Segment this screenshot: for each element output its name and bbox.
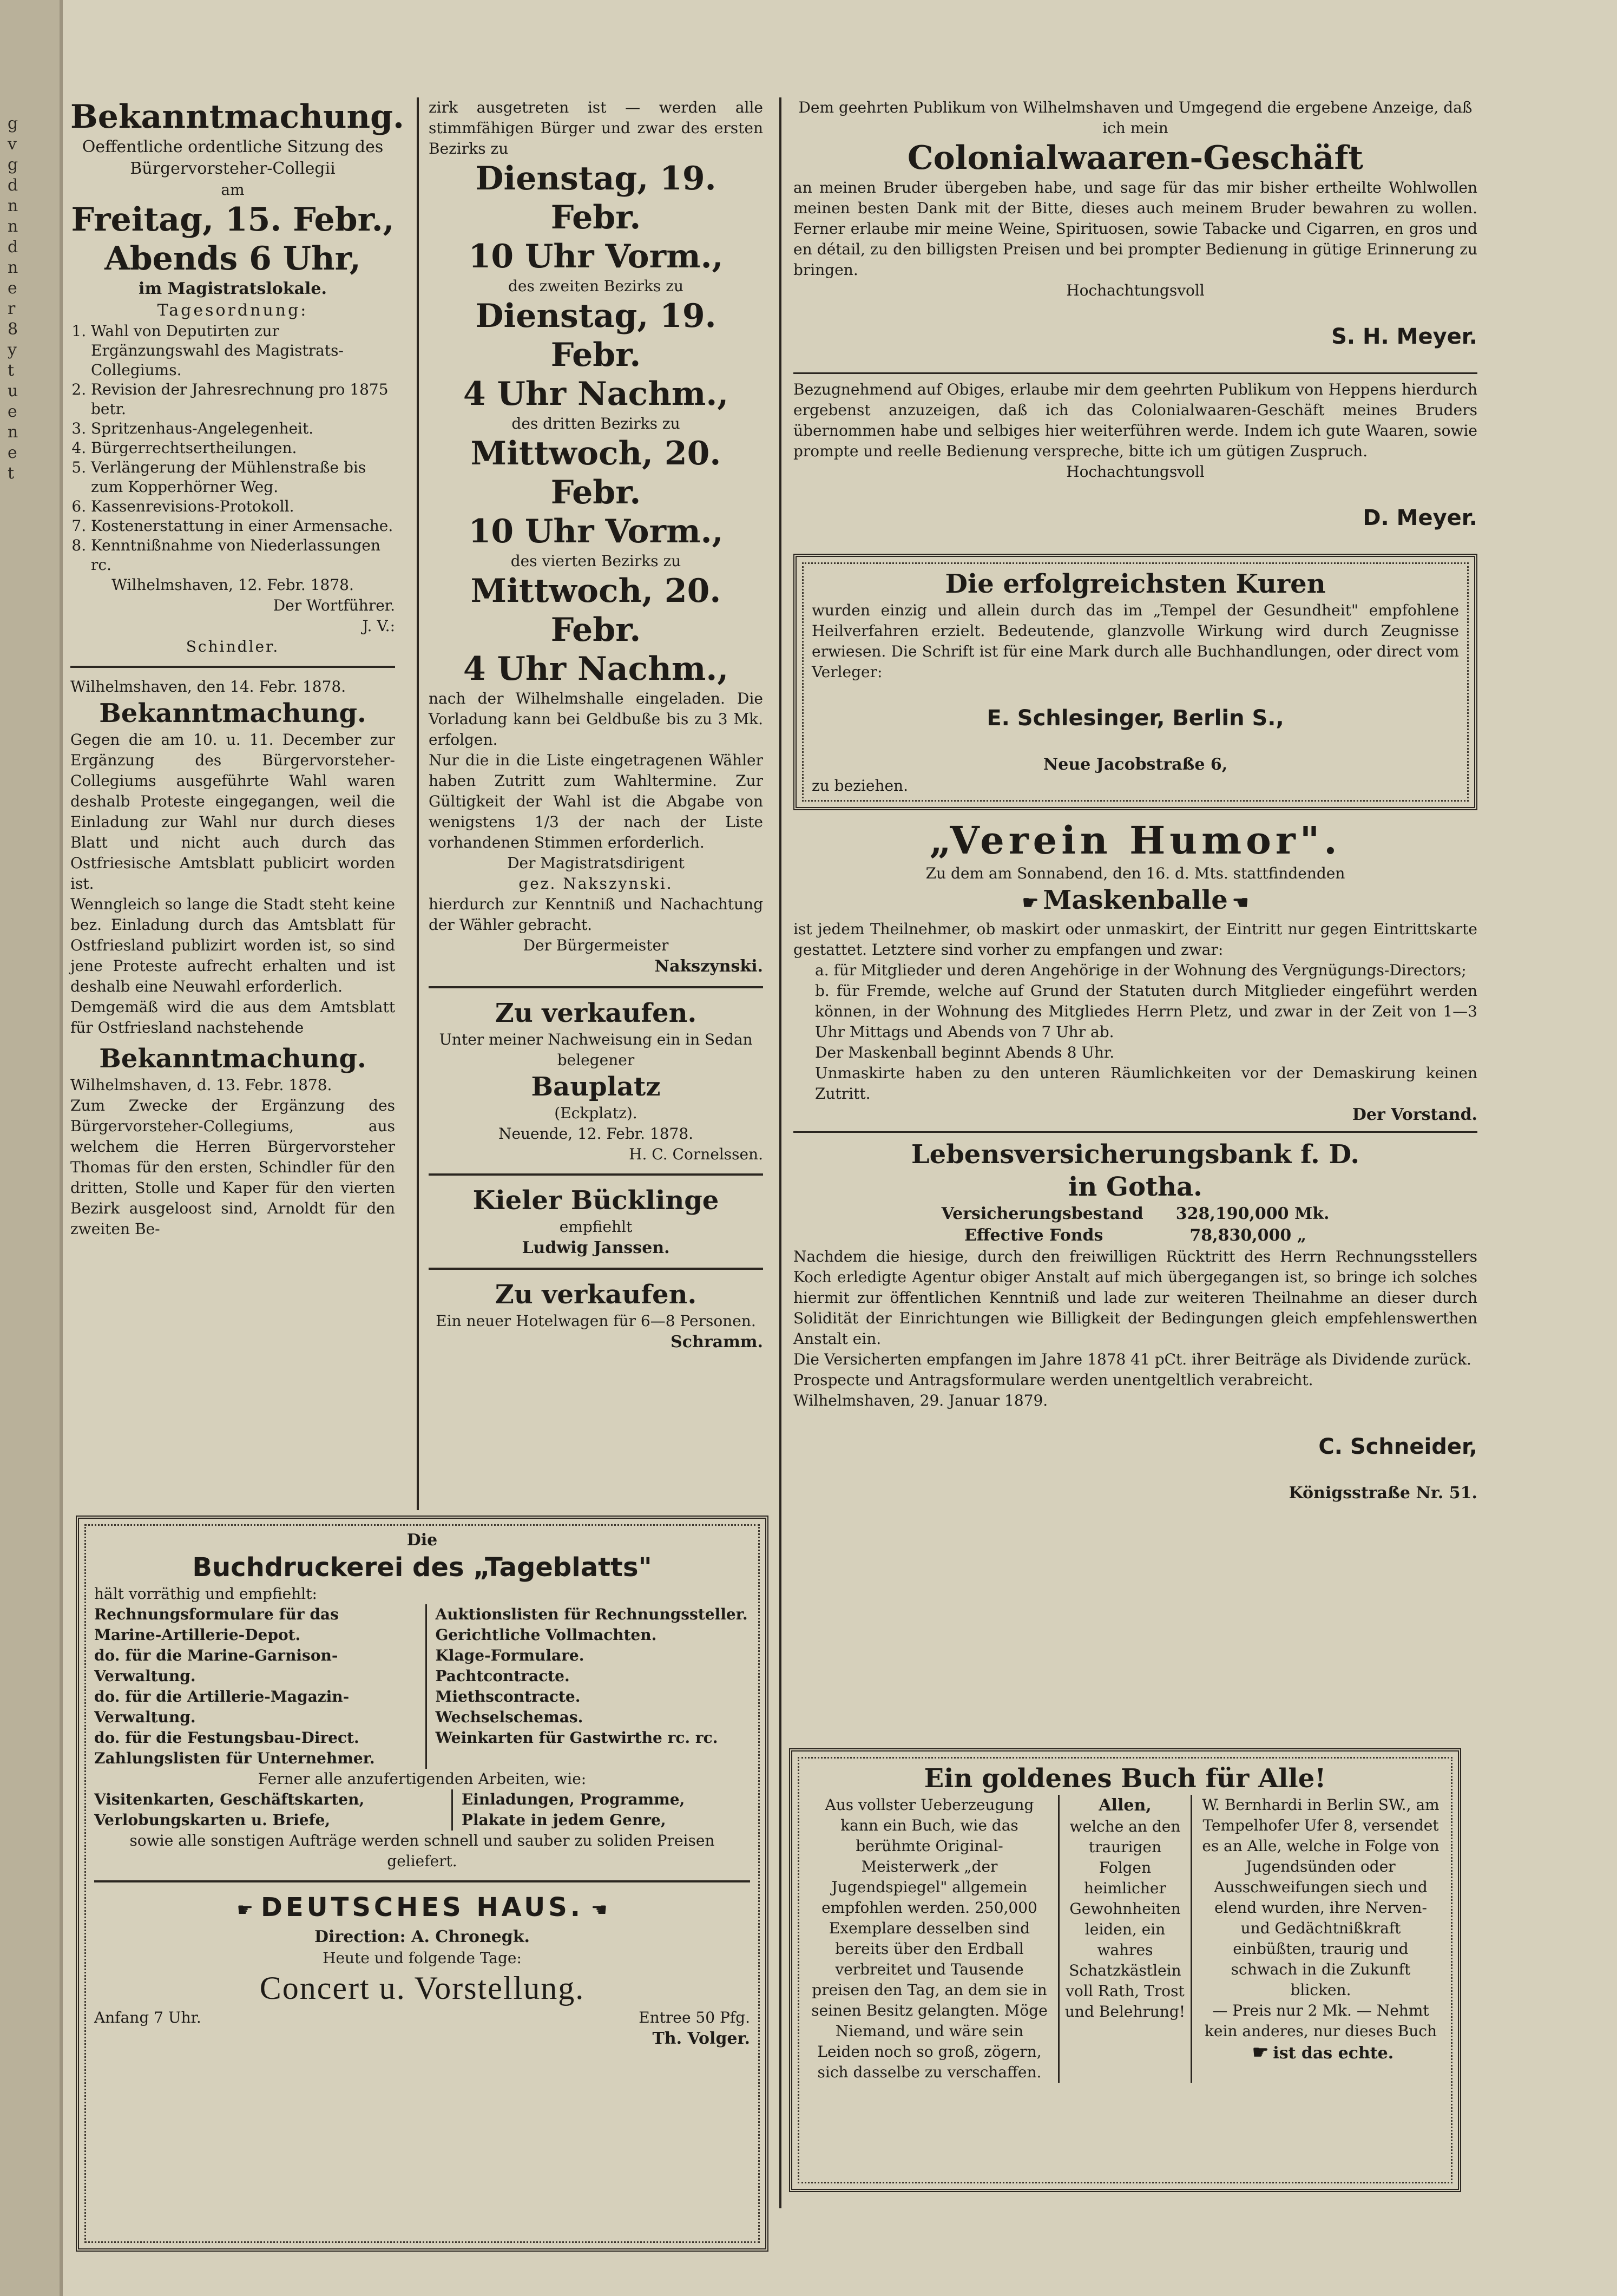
golden-right: W. Bernhardi in Berlin SW., am Tempelhofer Ufer 8, versendet es an Alle, welche in Folge von Jugendsünden oder Ausschweifungen siech und elend wurden, ihre Nerven- und Gedächtnißkraft einbüßten, traurig und schwach in die Zukunft blicken. <box>1202 1796 1439 1999</box>
election-paragraph: hierdurch zur Kenntniß und Nachachtung der Wähler gebracht. <box>429 895 763 934</box>
agenda-label: Tagesordnung: <box>157 301 308 320</box>
session-time: Abends 6 Uhr, <box>104 240 361 278</box>
haus-start: Anfang 7 Uhr. <box>94 2009 201 2026</box>
notice-paragraph: Demgemäß wird die aus dem Amtsblatt für Ostfriesland nachstehende <box>70 998 395 1037</box>
pointing-hand-icon: ☛ <box>236 1899 257 1921</box>
ad-place: in Gotha. <box>1068 1172 1202 1202</box>
print-item: do. für die Marine-Garnison-Verwaltung. <box>94 1646 338 1685</box>
print-tail: sowie alle sonstigen Aufträge werden schnell und sauber zu soliden Preisen geliefert. <box>129 1832 715 1870</box>
notice-intro: Oeffentliche ordentliche Sitzung des Bürgervorsteher-Collegii <box>82 137 384 178</box>
column-left <box>70 97 404 1510</box>
ad-body: ist jedem Theilnehmer, ob maskirt oder unmaskirt, der Eintritt nur gegen Eintrittskarte gestattet. Letztere sind vorher zu empfangen und zwar: <box>793 920 1477 959</box>
ad-regards: Hochachtungsvoll <box>1066 281 1205 299</box>
ad-title: Zu verkaufen. <box>495 998 697 1028</box>
ad-tail: zu beziehen. <box>812 777 908 795</box>
ad-text: Unter meiner Nachweisung ein in Sedan belegener <box>439 1031 753 1069</box>
signer-role: Der Wortführer. <box>273 596 395 614</box>
ad-signer: C. Schneider, <box>1318 1434 1477 1459</box>
election-date: Mittwoch, 20. Febr. <box>470 572 721 649</box>
divider <box>793 1131 1477 1133</box>
haus-direction: Direction: A. Chronegk. <box>314 1927 530 1946</box>
print-item: Gerichtliche Vollmachten. <box>435 1626 657 1644</box>
divider <box>70 666 395 668</box>
ad-title: Die erfolgreichsten Kuren <box>945 569 1326 599</box>
print-die: Die <box>406 1531 438 1550</box>
print-item: do. für die Festungsbau-Direct. <box>94 1729 359 1747</box>
ad-title: Zu verkaufen. <box>495 1280 697 1310</box>
print-sub: hält vorräthig und empfiehlt: <box>94 1585 317 1603</box>
divider <box>429 986 763 988</box>
district-label: des vierten Bezirks zu <box>510 552 681 570</box>
session-place: im Magistratslokale. <box>139 279 327 298</box>
haus-signer: Th. Volger. <box>652 2029 750 2048</box>
print-work-left: Visitenkarten, Geschäftskarten, Verlobungskarten u. Briefe, <box>94 1790 365 1829</box>
ad-title: Lebensversicherungsbank f. D. <box>911 1139 1360 1170</box>
haus-title <box>94 1891 750 1926</box>
divider <box>94 1880 750 1882</box>
ad-signer: Schramm. <box>671 1333 763 1352</box>
ad-ball <box>793 884 1477 919</box>
insurance-value: 328,190,000 Mk. <box>1175 1204 1330 1223</box>
election-time: 4 Uhr Nachm., <box>463 375 729 413</box>
election-time: 10 Uhr Vorm., <box>468 513 724 550</box>
haus-footer <box>94 2008 750 2028</box>
golden-left: Aus vollster Ueberzeugung kann ein Buch, wie das berühmte Original-Meisterwerk „der Jugendspiegel" allgemein empfohlen werden. 250,000 Exemplare desselben sind bereits über den Erdball verbreitet und Tausende preisen den Tag, an dem sie in seinen Besitz gelangten. Möge Niemand, und wäre sein Leiden noch so groß, zögern, sich dasselbe zu verschaffen. <box>811 1796 1048 2081</box>
print-work-right: Einladungen, Programme, Plakate in jedem Genre, <box>451 1789 750 1831</box>
notice-title: Bekanntmachung. <box>70 98 404 136</box>
notice-protest <box>70 677 395 1038</box>
ad-kiel <box>429 1184 763 1259</box>
ad-item: Bauplatz <box>531 1072 661 1102</box>
haus-entry: Entree 50 Pfg. <box>639 2009 750 2026</box>
notice-title: Bekanntmachung. <box>99 1044 366 1074</box>
notice-paragraph: Zum Zwecke der Ergänzung des Bürgervorsteher-Collegiums, aus welchem die Herren Bürgervorsteher Thomas für den ersten, Schindler für den dritten, Stolle und Kaper für den vierten Bezirk ausgeloost sind, Arnoldt für den zweiten Be- <box>70 1097 395 1238</box>
print-list-left <box>94 1604 409 1769</box>
election-paragraph: Nur die in die Liste eingetragenen Wähler haben Zutritt zum Wahltermine. Zur Gültigkeit der Wahl ist die Abgabe von wenigstens 1/3 der nach der Liste vorhandenen Stimmen erforderlich. <box>429 751 763 851</box>
ad-regards: Hochachtungsvoll <box>1066 463 1205 481</box>
ad-ball-label: Maskenballe <box>1043 885 1228 915</box>
print-item: Zahlungslisten für Unternehmer. <box>94 1749 375 1767</box>
haus-name: DEUTSCHES HAUS. <box>260 1892 583 1923</box>
district-label: des dritten Bezirks zu <box>511 415 680 432</box>
signer-role: Der Magistratsdirigent <box>507 854 685 872</box>
ad-dateline: Neuende, 12. Febr. 1878. <box>498 1125 694 1143</box>
column-middle <box>417 97 763 1510</box>
district-label: des zweiten Bezirks zu <box>508 277 684 295</box>
election-continuation: zirk ausgetreten ist — werden alle stimmfähigen Bürger und zwar des ersten Bezirks zu <box>429 99 763 158</box>
print-item: Auktionslisten für Rechnungssteller. <box>435 1605 748 1623</box>
notice-election <box>70 1042 395 1239</box>
ad-sale-wagon <box>429 1278 763 1353</box>
ad-address: Neue Jacobstraße 6, <box>1043 755 1228 774</box>
agenda-list <box>70 322 395 575</box>
ad-title: Kieler Bücklinge <box>472 1185 719 1216</box>
election-time: 4 Uhr Nachm., <box>463 650 729 688</box>
print-item: Miethscontracte. <box>435 1688 581 1705</box>
session-date: Freitag, 15. Febr., <box>71 201 395 239</box>
agenda-item: 8. Kenntnißnahme von Niederlassungen rc. <box>91 536 395 575</box>
agenda-item: 4. Bürgerrechtsertheilungen. <box>91 438 395 458</box>
divider <box>429 1173 763 1176</box>
insurance-label: Effective Fonds <box>964 1226 1103 1245</box>
notice-dateline: Wilhelmshaven, d. 13. Febr. 1878. <box>70 1076 332 1094</box>
pointing-hand-icon: ☛ <box>1022 892 1039 914</box>
signer-name: Nakszynski. <box>654 957 763 976</box>
print-item: Rechnungsformulare für das Marine-Artillerie-Depot. <box>94 1605 339 1644</box>
election-paragraph: nach der Wilhelmshalle eingeladen. Die Vorladung kann bei Geldbuße bis zu 3 Mk. erfolgen. <box>429 690 763 749</box>
print-product-list <box>94 1604 750 1769</box>
election-time: 10 Uhr Vorm., <box>468 238 724 275</box>
ad-title: „Verein Humor". <box>929 818 1342 863</box>
election-date: Dienstag, 19. Febr. <box>475 160 717 237</box>
ad-signer: Ludwig Janssen. <box>522 1238 670 1257</box>
ad-kuren <box>793 554 1477 810</box>
ad-body: Bezugnehmend auf Obiges, erlaube mir dem geehrten Publikum von Heppens hierdurch ergebenst anzuzeigen, daß ich das Colonialwaaren-Geschäft meines Bruders übernommen habe und selbiges hier weiterführen werde. Indem ich gute Waaren, sowie prompte und reelle Bedienung verspreche, bitte ich um gütigen Zuspruch. <box>793 381 1477 460</box>
notice-session <box>70 97 404 657</box>
haus-days: Heute und folgende Tage: <box>323 1949 522 1967</box>
ad-insurance <box>793 1138 1477 1504</box>
ad-body: Die Versicherten empfangen im Jahre 1878 41 pCt. ihrer Beiträge als Dividende zurück. <box>793 1350 1471 1368</box>
gutter-fragment: g v g d n n d n e r 8 y t u e n e t <box>8 114 18 483</box>
ad-intro: Zu dem am Sonnabend, den 16. d. Mts. stattfindenden <box>925 864 1345 882</box>
ad-item: b. für Fremde, welche auf Grund der Statuten durch Mitglieder eingeführt werden können, in der Wohnung des Mitgliedes Herrn Pletz, und zwar in der Zeit von 1—3 Uhr Mittags und Abends von 7 Uhr ab. <box>815 982 1477 1041</box>
ad-print-shop <box>76 1516 768 2252</box>
ad-item: a. für Mitglieder und deren Angehörige in der Wohnung des Vergnügungs-Directors; <box>815 961 1467 979</box>
divider <box>429 1268 763 1270</box>
notice-paragraph: Gegen die am 10. u. 11. December zur Ergänzung des Bürgervorsteher-Collegiums ausgeführte Wahl waren deshalb Proteste eingegangen, weil die Einladung zur Wahl nur durch dieses Blatt und nicht auch durch das Ostfriesische Amtsblatt publicirt worden ist. <box>70 731 395 893</box>
print-further: Ferner alle anzufertigenden Arbeiten, wie: <box>258 1770 587 1788</box>
ad-golden-book <box>789 1748 1461 2192</box>
signer-role: Der Bürgermeister <box>523 936 669 954</box>
notice-paragraph: Wenngleich so lange die Stadt steht keine bez. Einladung durch das Amtsblatt für Ostfriesland publizirt worden ist, so sind jene Proteste aufrecht erhalten und ist deshalb eine Neuwahl erforderlich. <box>70 895 395 995</box>
signer-name: gez. Nakszynski. <box>518 875 673 893</box>
golden-columns <box>807 1795 1443 2083</box>
ad-address: Königsstraße Nr. 51. <box>1289 1484 1477 1503</box>
golden-mid-title: Allen, <box>1099 1796 1152 1815</box>
insurance-value: 78,830,000 „ <box>1189 1226 1306 1245</box>
ad-intro: Dem geehrten Publikum von Wilhelmshaven und Umgegend die ergebene Anzeige, daß ich mein <box>798 99 1473 137</box>
ad-start: Der Maskenball beginnt Abends 8 Uhr. <box>815 1044 1115 1061</box>
print-item: Pachtcontracte. <box>435 1667 570 1685</box>
print-list-right <box>425 1604 751 1769</box>
ad-body: Nachdem die hiesige, durch den freiwilligen Rücktritt des Herrn Rechnungsstellers Koch erledigte Agentur obiger Anstalt auf mich übergegangen ist, so bringe ich solches hiermit zur öffentlichen Kenntniß und lade zur weiteren Theilnahme an dieser durch Solidität der Einrichtungen wie Billigkeit der Bedingungen gleich empfehlenswerthen Anstalt ein. <box>793 1248 1477 1348</box>
previous-page-edge <box>0 0 63 2296</box>
ad-text: empfiehlt <box>559 1218 633 1236</box>
ad-signer: S. H. Meyer. <box>1331 324 1477 349</box>
agenda-item: 1. Wahl von Deputirten zur Ergänzungswahl des Magistrats-Collegiums. <box>91 322 395 380</box>
print-work-list <box>94 1789 750 1831</box>
ad-body: Prospecte und Antragsformulare werden unentgeltlich verabreicht. <box>793 1371 1313 1389</box>
ad-signer: H. C. Cornelssen. <box>629 1145 763 1163</box>
notice-dateline: Wilhelmshaven, 12. Febr. 1878. <box>111 576 354 594</box>
insurance-label: Versicherungsbestand <box>941 1204 1143 1223</box>
print-item: Klage-Formulare. <box>435 1646 584 1664</box>
golden-mid-text: welche an den traurigen Folgen heimlicher Gewohnheiten leiden, ein wahres Schatzkästlein voll Rath, Trost und Belehrung! <box>1064 1818 1186 2021</box>
agenda-item: 2. Revision der Jahresrechnung pro 1875 betr. <box>91 380 395 419</box>
ad-colonial <box>793 97 1477 532</box>
election-date: Dienstag, 19. Febr. <box>475 297 717 374</box>
golden-echt <box>1199 2042 1443 2064</box>
haus-concert: Concert u. Vorstellung. <box>259 1970 585 2006</box>
divider <box>793 372 1477 374</box>
agenda-item: 7. Kostenerstattung in einer Armensache. <box>91 516 395 536</box>
agenda-item: 5. Verlängerung der Mühlenstraße bis zum Kopperhörner Weg. <box>91 458 395 497</box>
golden-echt-label: ist das echte. <box>1273 2044 1394 2063</box>
notice-dateline: Wilhelmshaven, den 14. Febr. 1878. <box>70 678 346 696</box>
pointing-hand-icon: ☛ <box>588 1899 608 1921</box>
ad-sub: (Eckplatz). <box>554 1104 637 1122</box>
ad-signer: D. Meyer. <box>1363 506 1477 530</box>
ad-title: Colonialwaaren-Geschäft <box>907 139 1364 177</box>
signer-name: Schindler. <box>186 638 280 655</box>
insurance-row <box>793 1203 1477 1225</box>
golden-right-col <box>1199 1795 1443 2083</box>
ad-title: Ein goldenes Buch für Alle! <box>924 1763 1326 1794</box>
ad-dateline: Wilhelmshaven, 29. Januar 1879. <box>793 1392 1048 1409</box>
ad-unmasked: Unmaskirte haben zu den unteren Räumlichkeiten vor der Demaskirung keinen Zutritt. <box>815 1064 1477 1103</box>
golden-price: — Preis nur 2 Mk. — Nehmt kein anderes, nur dieses Buch <box>1204 2002 1437 2040</box>
ad-humor <box>793 818 1477 1126</box>
agenda-item: 3. Spritzenhaus-Angelegenheit. <box>91 419 395 438</box>
print-item: Weinkarten für Gastwirthe rc. rc. <box>435 1729 718 1747</box>
ad-signer: Der Vorstand. <box>1352 1105 1477 1124</box>
ad-body: wurden einzig und allein durch das im „Tempel der Gesundheit" empfohlene Heilverfahren erzielt. Bedeutende, glanzvolle Wirkung wird durch Zeugnisse erwiesen. Die Schrift ist für eine Mark durch alle Buchhandlungen, oder direct vom Verleger: <box>812 601 1459 681</box>
print-title: Buchdruckerei des „Tageblatts" <box>192 1552 652 1583</box>
election-date: Mittwoch, 20. Febr. <box>470 435 721 511</box>
ad-text: Ein neuer Hotelwagen für 6—8 Personen. <box>436 1312 756 1330</box>
insurance-row <box>793 1225 1477 1247</box>
notice-am: am <box>221 181 245 199</box>
ad-sale-plot <box>429 997 763 1165</box>
ad-body: an meinen Bruder übergeben habe, und sage für das mir bisher ertheilte Wohlwollen meinen besten Dank mit der Bitte, dieses auch meinem Bruder bewahren zu wollen. Ferner erlaube mir meine Weine, Spirituosen, sowie Tabacke und Cigarren, en gros und en détail, zu den billigsten Preisen und bei prompter Bedienung in gütige Erinnerung zu bringen. <box>793 179 1477 279</box>
ad-publisher: E. Schlesinger, Berlin S., <box>987 706 1284 731</box>
pointing-hand-icon: ☛ <box>1252 2042 1269 2063</box>
pointing-hand-icon: ☛ <box>1232 892 1249 914</box>
notice-title: Bekanntmachung. <box>99 698 366 729</box>
print-item: do. für die Artillerie-Magazin-Verwaltung. <box>94 1688 350 1726</box>
signer-pre: J. V.: <box>362 617 395 635</box>
print-item: Wechselschemas. <box>435 1708 583 1726</box>
agenda-item: 6. Kassenrevisions-Protokoll. <box>91 497 395 516</box>
golden-middle <box>1058 1795 1192 2083</box>
